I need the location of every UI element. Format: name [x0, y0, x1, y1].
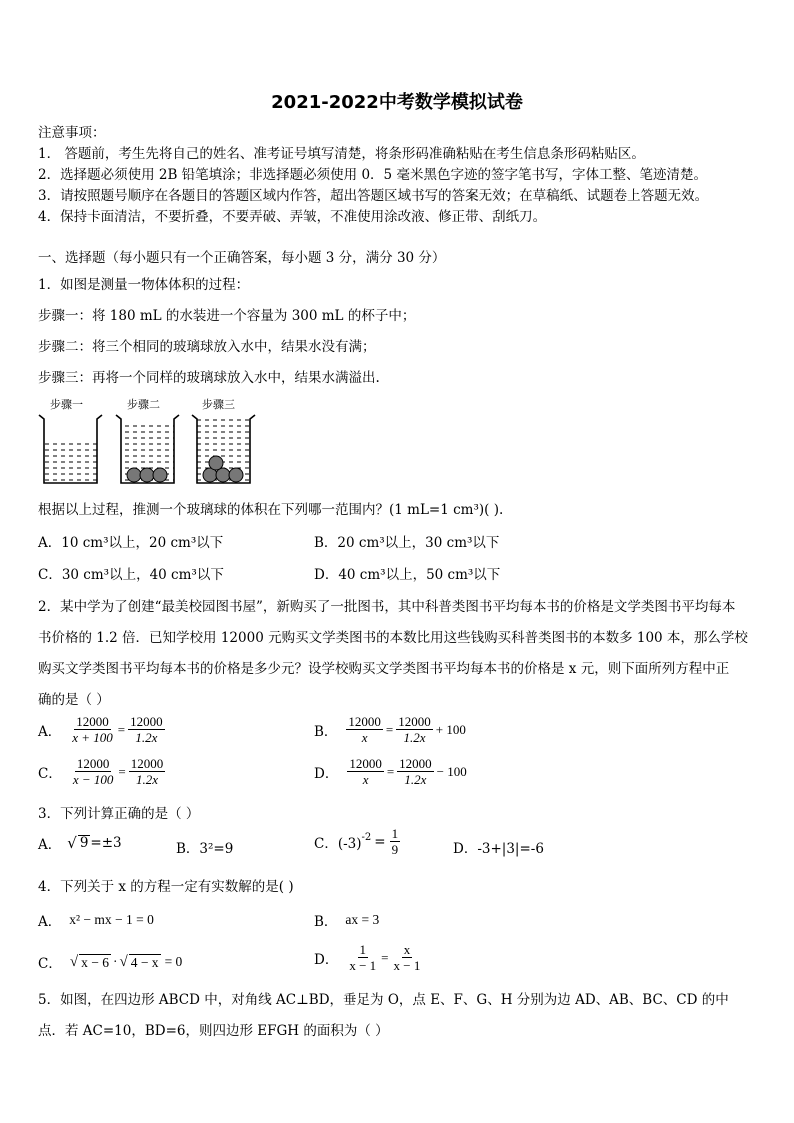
- equals-sign: =: [118, 763, 126, 779]
- fraction-num: 12000: [76, 756, 110, 771]
- q4-option-b: [314, 910, 379, 930]
- equals-sign: =: [385, 721, 394, 737]
- q4-option-a: [38, 910, 154, 930]
- fraction-num: 12000: [348, 714, 381, 729]
- note-item: 3．请按照题号顺序在各题目的答题区域内作答，超出答题区域书写的答案无效；在草稿纸、试题卷上答题无效。: [38, 188, 709, 204]
- q3-option-c: [314, 826, 401, 857]
- exponent: -2: [361, 832, 372, 843]
- q2-line: 2．某中学为了创建“最美校园图书屋”，新购买了一批图书，其中科普类图书平均每本书的价格是文学类图书平均每本: [38, 599, 736, 615]
- sqrt-sign: √: [69, 953, 79, 970]
- fraction-num: 12000: [130, 714, 163, 729]
- option-label: B．: [314, 723, 338, 740]
- fraction-num: x: [403, 942, 411, 957]
- equation: ax = 3: [345, 912, 380, 927]
- dot-operator: ·: [112, 954, 118, 969]
- fig-label-step1: 步骤一: [50, 398, 83, 411]
- fraction-num: 12000: [399, 756, 432, 771]
- page-title: 2021-2022中考数学模拟试卷: [271, 92, 523, 113]
- fraction-den: 9: [391, 842, 399, 857]
- q1-option-d: D．40 cm³以上，50 cm³以下: [314, 567, 501, 583]
- fig-label-step2: 步骤二: [127, 398, 160, 411]
- radicand: x − 6: [81, 955, 109, 970]
- q4-stem: 4．下列关于 x 的方程一定有实数解的是( ): [38, 879, 294, 895]
- equals-sign: =: [117, 721, 126, 737]
- q2-line: 确的是（ ）: [38, 692, 110, 708]
- equals-sign: =: [381, 949, 389, 965]
- note-item: 4．保持卡面清洁，不要折叠，不要弄破、弄皱，不准使用涂改液、修正带、刮纸刀。: [38, 209, 547, 225]
- equation-tail: − 100: [436, 763, 467, 779]
- q1-option-a: A．10 cm³以上，20 cm³以下: [38, 535, 224, 551]
- note-item: 2．选择题必须使用 2B 铅笔填涂；非选择题必须使用 0．5 毫米黑色字迹的签字笔书写，字体工整、笔迹清楚。: [38, 167, 707, 183]
- q1-option-c: C．30 cm³以上，40 cm³以下: [38, 567, 224, 583]
- fraction-num: 12000: [76, 714, 109, 729]
- sqrt-sign: √: [67, 834, 77, 852]
- q2-option-b: [314, 714, 468, 745]
- q1-step1: 步骤一：将 180 mL 的水装进一个容量为 300 mL 的杯子中；: [38, 308, 416, 324]
- sqrt-sign: √: [119, 953, 128, 970]
- fraction-den: x − 100: [72, 772, 114, 787]
- fraction-den: 1.2x: [135, 772, 158, 787]
- q5-line: 点．若 AC=10，BD=6，则四边形 EFGH 的面积为（ ）: [38, 1023, 389, 1039]
- equation-tail: + 100: [435, 721, 466, 737]
- q3-option-b: B．3²=9: [176, 841, 234, 857]
- q3-option-a: [38, 833, 122, 853]
- radicand: 9: [79, 835, 89, 851]
- fraction-den: 1.2x: [135, 730, 158, 745]
- q3-option-d: D．-3+|3|=-6: [453, 841, 544, 857]
- section-heading: 一、选择题（每小题只有一个正确答案，每小题 3 分，满分 30 分）: [38, 250, 446, 266]
- option-label: A．: [38, 837, 62, 853]
- note-item: 1． 答题前，考生先将自己的姓名、准考证号填写清楚，将条形码准确粘贴在考生信息条形码粘贴区。: [38, 146, 645, 162]
- q2-option-c: [38, 756, 166, 787]
- option-label: C．: [38, 956, 62, 972]
- beakers-figure: [36, 411, 258, 489]
- fraction-num: 12000: [398, 714, 431, 729]
- q1-step3: 步骤三：再将一个同样的玻璃球放入水中，结果水满溢出.: [38, 370, 380, 386]
- fraction-den: 1.2x: [403, 730, 426, 745]
- q2-option-d: [314, 756, 469, 787]
- notes-heading: 注意事项：: [38, 125, 106, 141]
- fraction-den: x − 1: [349, 958, 377, 973]
- option-label: C．(-3): [314, 835, 362, 852]
- equation: x² − mx − 1 = 0: [69, 912, 154, 927]
- beaker-step1: [39, 415, 102, 483]
- option-label: D．: [314, 951, 339, 968]
- q2-line: 购买文学类图书平均每本书的价格是多少元？设学校购买文学类图书平均每本书的价格是 x 元，则下面所列方程中正: [38, 661, 730, 677]
- q5-line: 5．如图，在四边形 ABCD 中，对角线 AC⊥BD，垂足为 O，点 E、F、G、H 分别为边 AD、AB、BC、CD 的中: [38, 992, 729, 1008]
- fraction-den: 1.2x: [404, 772, 427, 787]
- fraction-num: 1: [359, 942, 366, 957]
- fraction-num: 1: [391, 826, 399, 841]
- q1-question: 根据以上过程，推测一个玻璃球的体积在下列哪一范围内？(1 mL=1 cm³)( ).: [38, 502, 504, 518]
- fraction-num: 12000: [130, 756, 164, 771]
- q4-option-c: [38, 952, 182, 972]
- option-label: B．: [314, 914, 338, 930]
- q2-option-a: [38, 714, 166, 745]
- q2-line: 书价格的 1.2 倍．已知学校用 12000 元购买文学类图书的本数比用这些钱购买科普类图书的本数多 100 本，那么学校: [38, 630, 748, 646]
- option-label: A．: [38, 914, 62, 930]
- q3-stem: 3．下列计算正确的是（ ）: [38, 806, 200, 822]
- q4-option-d: [314, 942, 423, 973]
- beaker-step3: [192, 415, 255, 483]
- q1-stem: 1．如图是测量一物体体积的过程：: [38, 277, 250, 293]
- fraction-den: x + 100: [72, 730, 113, 745]
- equals-sign: =: [374, 833, 386, 850]
- fraction-den: x − 1: [393, 958, 421, 973]
- option-label: A．: [38, 723, 62, 740]
- fig-label-step3: 步骤三: [202, 398, 235, 411]
- equation-tail: = 0: [164, 954, 183, 969]
- q1-option-b: B．20 cm³以上，30 cm³以下: [314, 535, 500, 551]
- q1-step2: 步骤二：将三个相同的玻璃球放入水中，结果水没有满；: [38, 339, 376, 355]
- option-tail: =±3: [90, 835, 122, 851]
- radicand: 4 − x: [130, 955, 159, 970]
- option-label: C．: [38, 765, 62, 782]
- beaker-step2: [116, 415, 179, 483]
- option-label: D．: [314, 765, 339, 782]
- fraction-num: 12000: [349, 756, 382, 771]
- fraction-den: x: [362, 772, 369, 787]
- equals-sign: =: [386, 763, 395, 779]
- fraction-den: x: [361, 730, 368, 745]
